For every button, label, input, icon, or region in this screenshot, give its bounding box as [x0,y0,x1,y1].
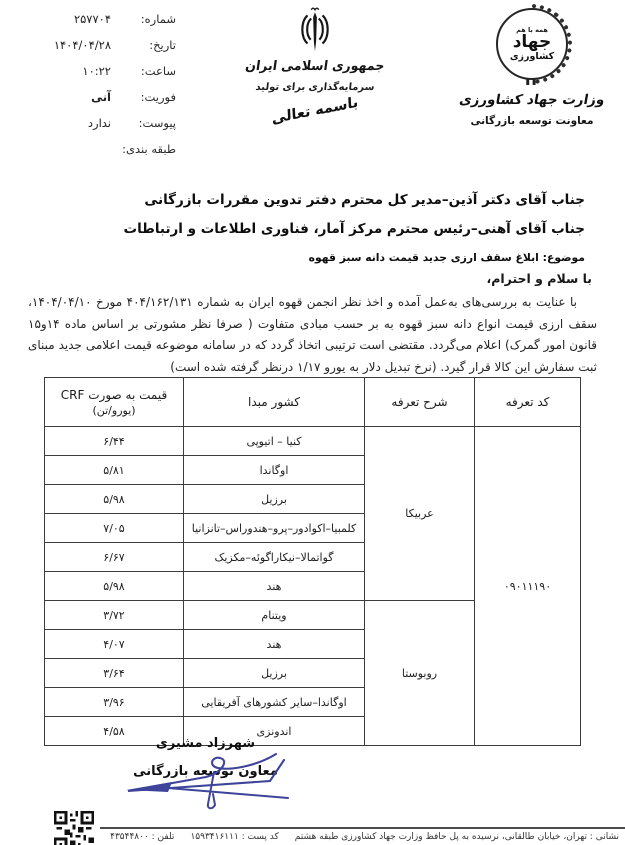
price-cell: ۵/۹۸ [45,572,184,601]
header-tariff-desc: شرح تعرفه [365,378,475,427]
table-header-row [45,378,581,427]
price-cell: ۶/۶۷ [45,543,184,572]
recipient-line-2: جناب آقای آهنی–رئیس محترم مرکز آمار، فناوری اطلاعات و ارتباطات [123,221,585,237]
origin-cell: گواتمالا–نیکاراگوئه–مکزیک [184,543,365,572]
qr-code-icon [54,811,94,845]
price-cell: ۳/۶۴ [45,659,184,688]
body-paragraph: با عنایت به بررسی‌های به‌عمل آمده و اخذ نظر انجمن قهوه ایران به شماره ۴۰۴/۱۶۲/۱۳۱ مورخ ۱۴۰۴/۰۴/۱۰، سقف ارزی قیمت انواع دانه سبز قهوه به بر حسب مبادی متفاوت ( صرفا نظر مشورتی بر اساس ماده ۱۴و۱۵ قانون امور گمرک) اعلام می‌گردد. مقتضی است ترتیبی اتخاذ گردد که در سامانه موضوعه قیمت اعلامی جدید مبنای ثبت سفارش این کالا قرار گیرد. (نرخ تبدیل دلار به یورو ۱/۱۷ درنظر گرفته شده است) [28,295,597,374]
meta-row-date [26,38,176,64]
footer-address: نشانی : تهران، خیابان طالقانی، نرسیده به پل حافظ وزارت جهاد کشاورزی طبقه هشتم [294,832,619,842]
meta-attachment-value: ندارد [87,116,111,130]
besmele-calligraphy: باسمه تعالی [271,94,359,128]
origin-cell: کلمبیا–اکوادور–پرو–هندوراس–تانزانیا [184,514,365,543]
meta-time-label: ساعت: [140,64,176,78]
meta-row-urgency [26,90,176,116]
national-header-block [232,6,398,128]
origin-cell: اندونزی [184,717,365,746]
country-name-calligraphy: جمهوری اسلامی ایران [244,57,386,74]
origin-cell: برزیل [184,485,365,514]
price-cell: ۷/۰۵ [45,514,184,543]
meta-date-label: تاریخ: [149,38,176,52]
meta-urgency-value: آنی [91,90,111,104]
meta-number-label: شماره: [140,12,176,26]
origin-cell: اوگاندا–سایر کشورهای آفریقایی [184,688,365,717]
header-tariff-code: کد تعرفه [475,378,581,427]
origin-cell: کنیا – اتیوپی [184,427,365,456]
signature-block [118,736,293,779]
group-arabica-cell: عربیکا [365,427,475,601]
meta-urgency-label: فوریت: [140,90,176,104]
origin-cell: برزیل [184,659,365,688]
footer-contact-line [104,832,619,842]
meta-time-value: ۱۰:۲۲ [82,64,111,78]
recipients-block [37,186,585,264]
year-slogan-calligraphy: سرمایه‌گذاری برای تولید [254,82,376,93]
meta-row-attachment [26,116,176,142]
tariff-code-cell: ۰۹۰۱۱۱۹۰ [475,427,581,746]
recipient-line-1: جناب آقای دکتر آذین–مدیر کل محترم دفتر تدوین مقررات بازرگانی [144,192,585,208]
seal-sub-text: کشاورزی [509,51,555,63]
jahad-keshavarzi-seal-icon [496,8,568,80]
price-cell: ۴/۰۷ [45,630,184,659]
origin-cell: هند [184,630,365,659]
price-cell: ۳/۹۶ [45,688,184,717]
meta-row-classification [26,142,176,168]
footer-phone: تلفن : ۴۳۵۴۴۸۰۰ [110,832,175,842]
footer-divider [100,827,625,829]
meta-classification-label: طبقه بندی: [122,142,176,156]
header-price-line1: قیمت به صورت CRF [60,387,168,402]
letter-meta-block [26,12,176,168]
origin-cell: اوگاندا [184,456,365,485]
meta-date-value: ۱۴۰۴/۰۴/۲۸ [53,38,111,52]
ministry-name-calligraphy: وزارت جهاد کشاورزی [458,92,606,108]
group-robusta-cell: روبوستا [365,601,475,746]
signer-name: شهرزاد مشیری [155,736,256,751]
coffee-price-table [44,377,581,746]
deputy-name-text: معاونت توسعه بازرگانی [470,115,594,127]
footer-postal-code: کد پست : ۱۵۹۳۴۱۶۱۱۱ [190,832,279,842]
table-row [45,427,581,456]
subject-line: موضوع: ابلاغ سقف ارزی جدید قیمت دانه سبز قهوه [308,251,585,264]
price-cell: ۳/۷۲ [45,601,184,630]
seal-motto-text: همه با هم [516,25,548,34]
salutation-text: با سلام و احترام، [486,271,592,286]
meta-row-time [26,64,176,90]
price-cell: ۴/۵۸ [45,717,184,746]
header-price-line2: (یورو/تن) [92,403,136,417]
price-cell: ۵/۸۱ [45,456,184,485]
meta-row-number [26,12,176,38]
meta-number-value: ۲۵۷۷۰۴ [73,12,111,26]
iran-emblem-icon [296,6,334,56]
signer-title: معاون توسعه بازرگانی [133,764,278,779]
header-origin-country: کشور مبدا [184,378,365,427]
price-cell: ۶/۴۴ [45,427,184,456]
price-cell: ۵/۹۸ [45,485,184,514]
header-price [45,378,184,427]
ministry-header-block [457,8,607,127]
seal-main-text: جهاد [512,31,552,52]
meta-attachment-label: پیوست: [138,116,176,130]
origin-cell: ویتنام [184,601,365,630]
origin-cell: هند [184,572,365,601]
